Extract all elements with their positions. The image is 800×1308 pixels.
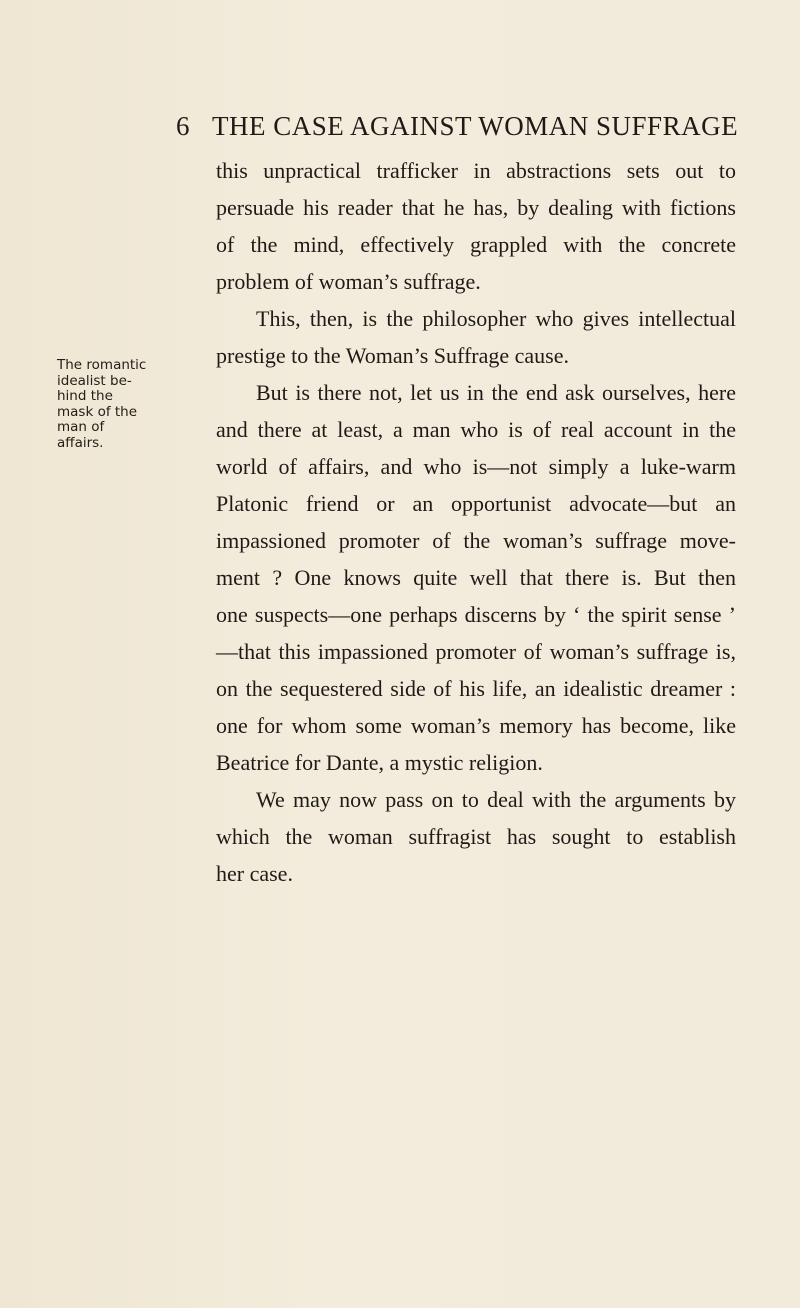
page-number: 6 bbox=[176, 111, 190, 141]
body-text bbox=[216, 152, 736, 892]
text-line: But is there not, let us in the end ask ourselves, here bbox=[256, 380, 736, 405]
text-line: persuade his reader that he has, by dealing with fictions bbox=[216, 195, 736, 220]
text-line: Platonic friend or an opportunist advocate—but an bbox=[216, 491, 736, 516]
paragraph-1 bbox=[216, 152, 736, 300]
text-line: of the mind, effectively grappled with the concrete bbox=[216, 232, 736, 257]
paragraph-4 bbox=[216, 781, 736, 892]
running-header bbox=[176, 111, 739, 142]
margin-note-line: mask of the bbox=[57, 403, 138, 420]
paragraph-2 bbox=[216, 300, 736, 374]
text-line: and there at least, a man who is of real account in the bbox=[216, 417, 736, 442]
margin-note bbox=[57, 358, 157, 451]
text-line: —that this impassioned promoter of woman’s suffrage is, bbox=[216, 639, 736, 664]
text-line: Beatrice for Dante, a mystic religion. bbox=[216, 750, 543, 775]
margin-note-line: affairs. bbox=[57, 434, 104, 451]
text-line: this unpractical trafficker in abstractions sets out to bbox=[216, 158, 736, 183]
text-line: on the sequestered side of his life, an idealistic dreamer : bbox=[216, 676, 736, 701]
margin-note-line: hind the bbox=[57, 388, 113, 404]
text-line: one suspects—one perhaps discerns by ‘ the spirit sense ’ bbox=[216, 602, 736, 627]
text-line: ment ? One knows quite well that there is. But then bbox=[216, 565, 736, 590]
margin-note-line: man of bbox=[57, 419, 105, 435]
margin-note-line: The romantic bbox=[57, 357, 147, 373]
text-line: world of affairs, and who is—not simply a luke-warm bbox=[216, 454, 736, 479]
text-line: impassioned promoter of the woman’s suffrage move- bbox=[216, 528, 736, 553]
text-line: This, then, is the philosopher who gives intellectual bbox=[256, 306, 736, 331]
paragraph-3 bbox=[216, 374, 736, 781]
text-line: prestige to the Woman’s Suffrage cause. bbox=[216, 343, 569, 368]
text-line: her case. bbox=[216, 861, 293, 886]
text-line: one for whom some woman’s memory has become, like bbox=[216, 713, 736, 738]
running-title: THE CASE AGAINST WOMAN SUFFRAGE bbox=[212, 111, 739, 141]
text-line: problem of woman’s suffrage. bbox=[216, 269, 481, 294]
margin-note-line: idealist be- bbox=[57, 372, 132, 389]
text-line: which the woman suffragist has sought to establish bbox=[216, 824, 736, 849]
text-line: We may now pass on to deal with the arguments by bbox=[256, 787, 736, 812]
